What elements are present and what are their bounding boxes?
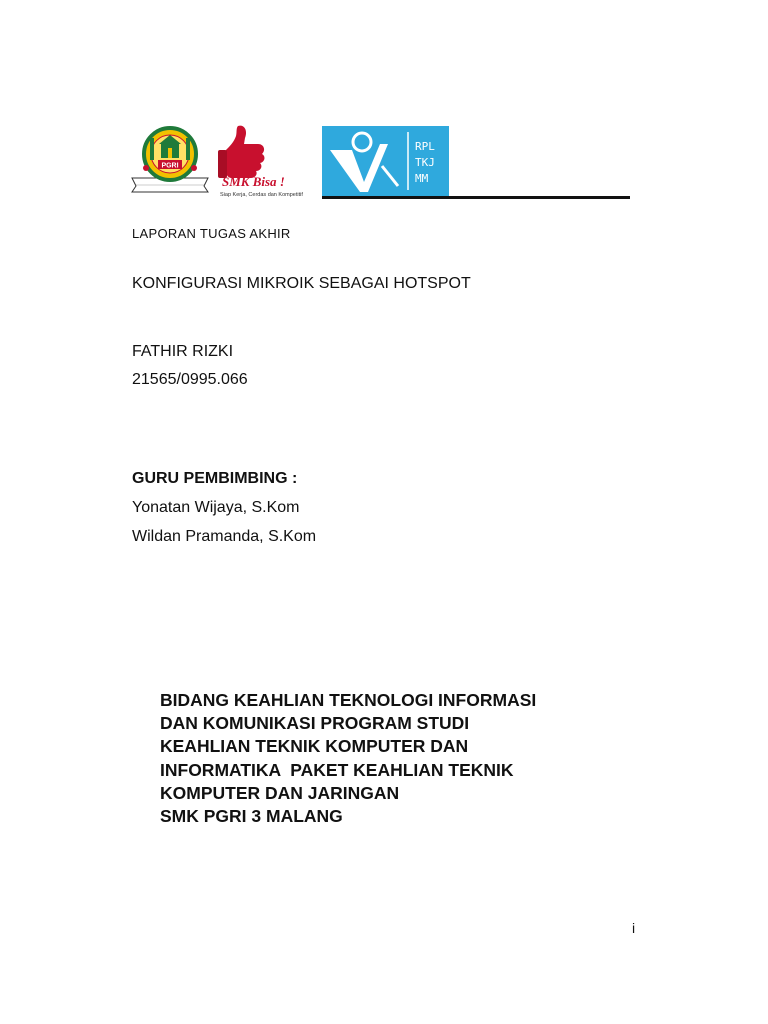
mm-line: MM <box>415 172 429 185</box>
institution-line: SMK PGRI 3 MALANG <box>160 806 343 827</box>
page-number: i <box>632 920 636 936</box>
institution-line: INFORMATIKA PAKET KEAHLIAN TEKNIK <box>160 759 514 780</box>
rpl-line: RPL <box>415 140 435 153</box>
tkj-line: TKJ <box>415 156 435 169</box>
institution-block <box>160 689 600 828</box>
advisor-name: Wildan Pramanda, S.Kom <box>132 528 317 545</box>
header-rule <box>322 196 630 199</box>
smk-bisa-text: SMK Bisa ! <box>222 174 285 189</box>
author-id: 21565/0995.066 <box>132 371 248 388</box>
institution-line: KOMPUTER DAN JARINGAN <box>160 782 400 803</box>
smk-bisa-tagline: Siap Kerja, Cerdas dan Kompetitif <box>220 192 303 198</box>
pgri-logo-text: PGRI <box>161 162 179 170</box>
institution-line: DAN KOMUNIKASI PROGRAM STUDI <box>160 713 470 734</box>
pgri-foundation-logo <box>130 122 210 198</box>
advisor-heading: GURU PEMBIMBING : <box>132 470 298 487</box>
report-type: LAPORAN TUGAS AKHIR <box>132 226 291 241</box>
institution-line: KEAHLIAN TEKNIK KOMPUTER DAN <box>160 736 469 757</box>
advisor-name: Yonatan Wijaya, S.Kom <box>132 499 300 516</box>
rpl-tkj-mm-logo <box>322 126 449 196</box>
author-name: FATHIR RIZKI <box>132 343 234 360</box>
institution-line: BIDANG KEAHLIAN TEKNOLOGI INFORMASI <box>160 690 537 710</box>
smk-bisa-logo <box>214 122 326 198</box>
report-title: KONFIGURASI MIKROIK SEBAGAI HOTSPOT <box>132 275 471 292</box>
